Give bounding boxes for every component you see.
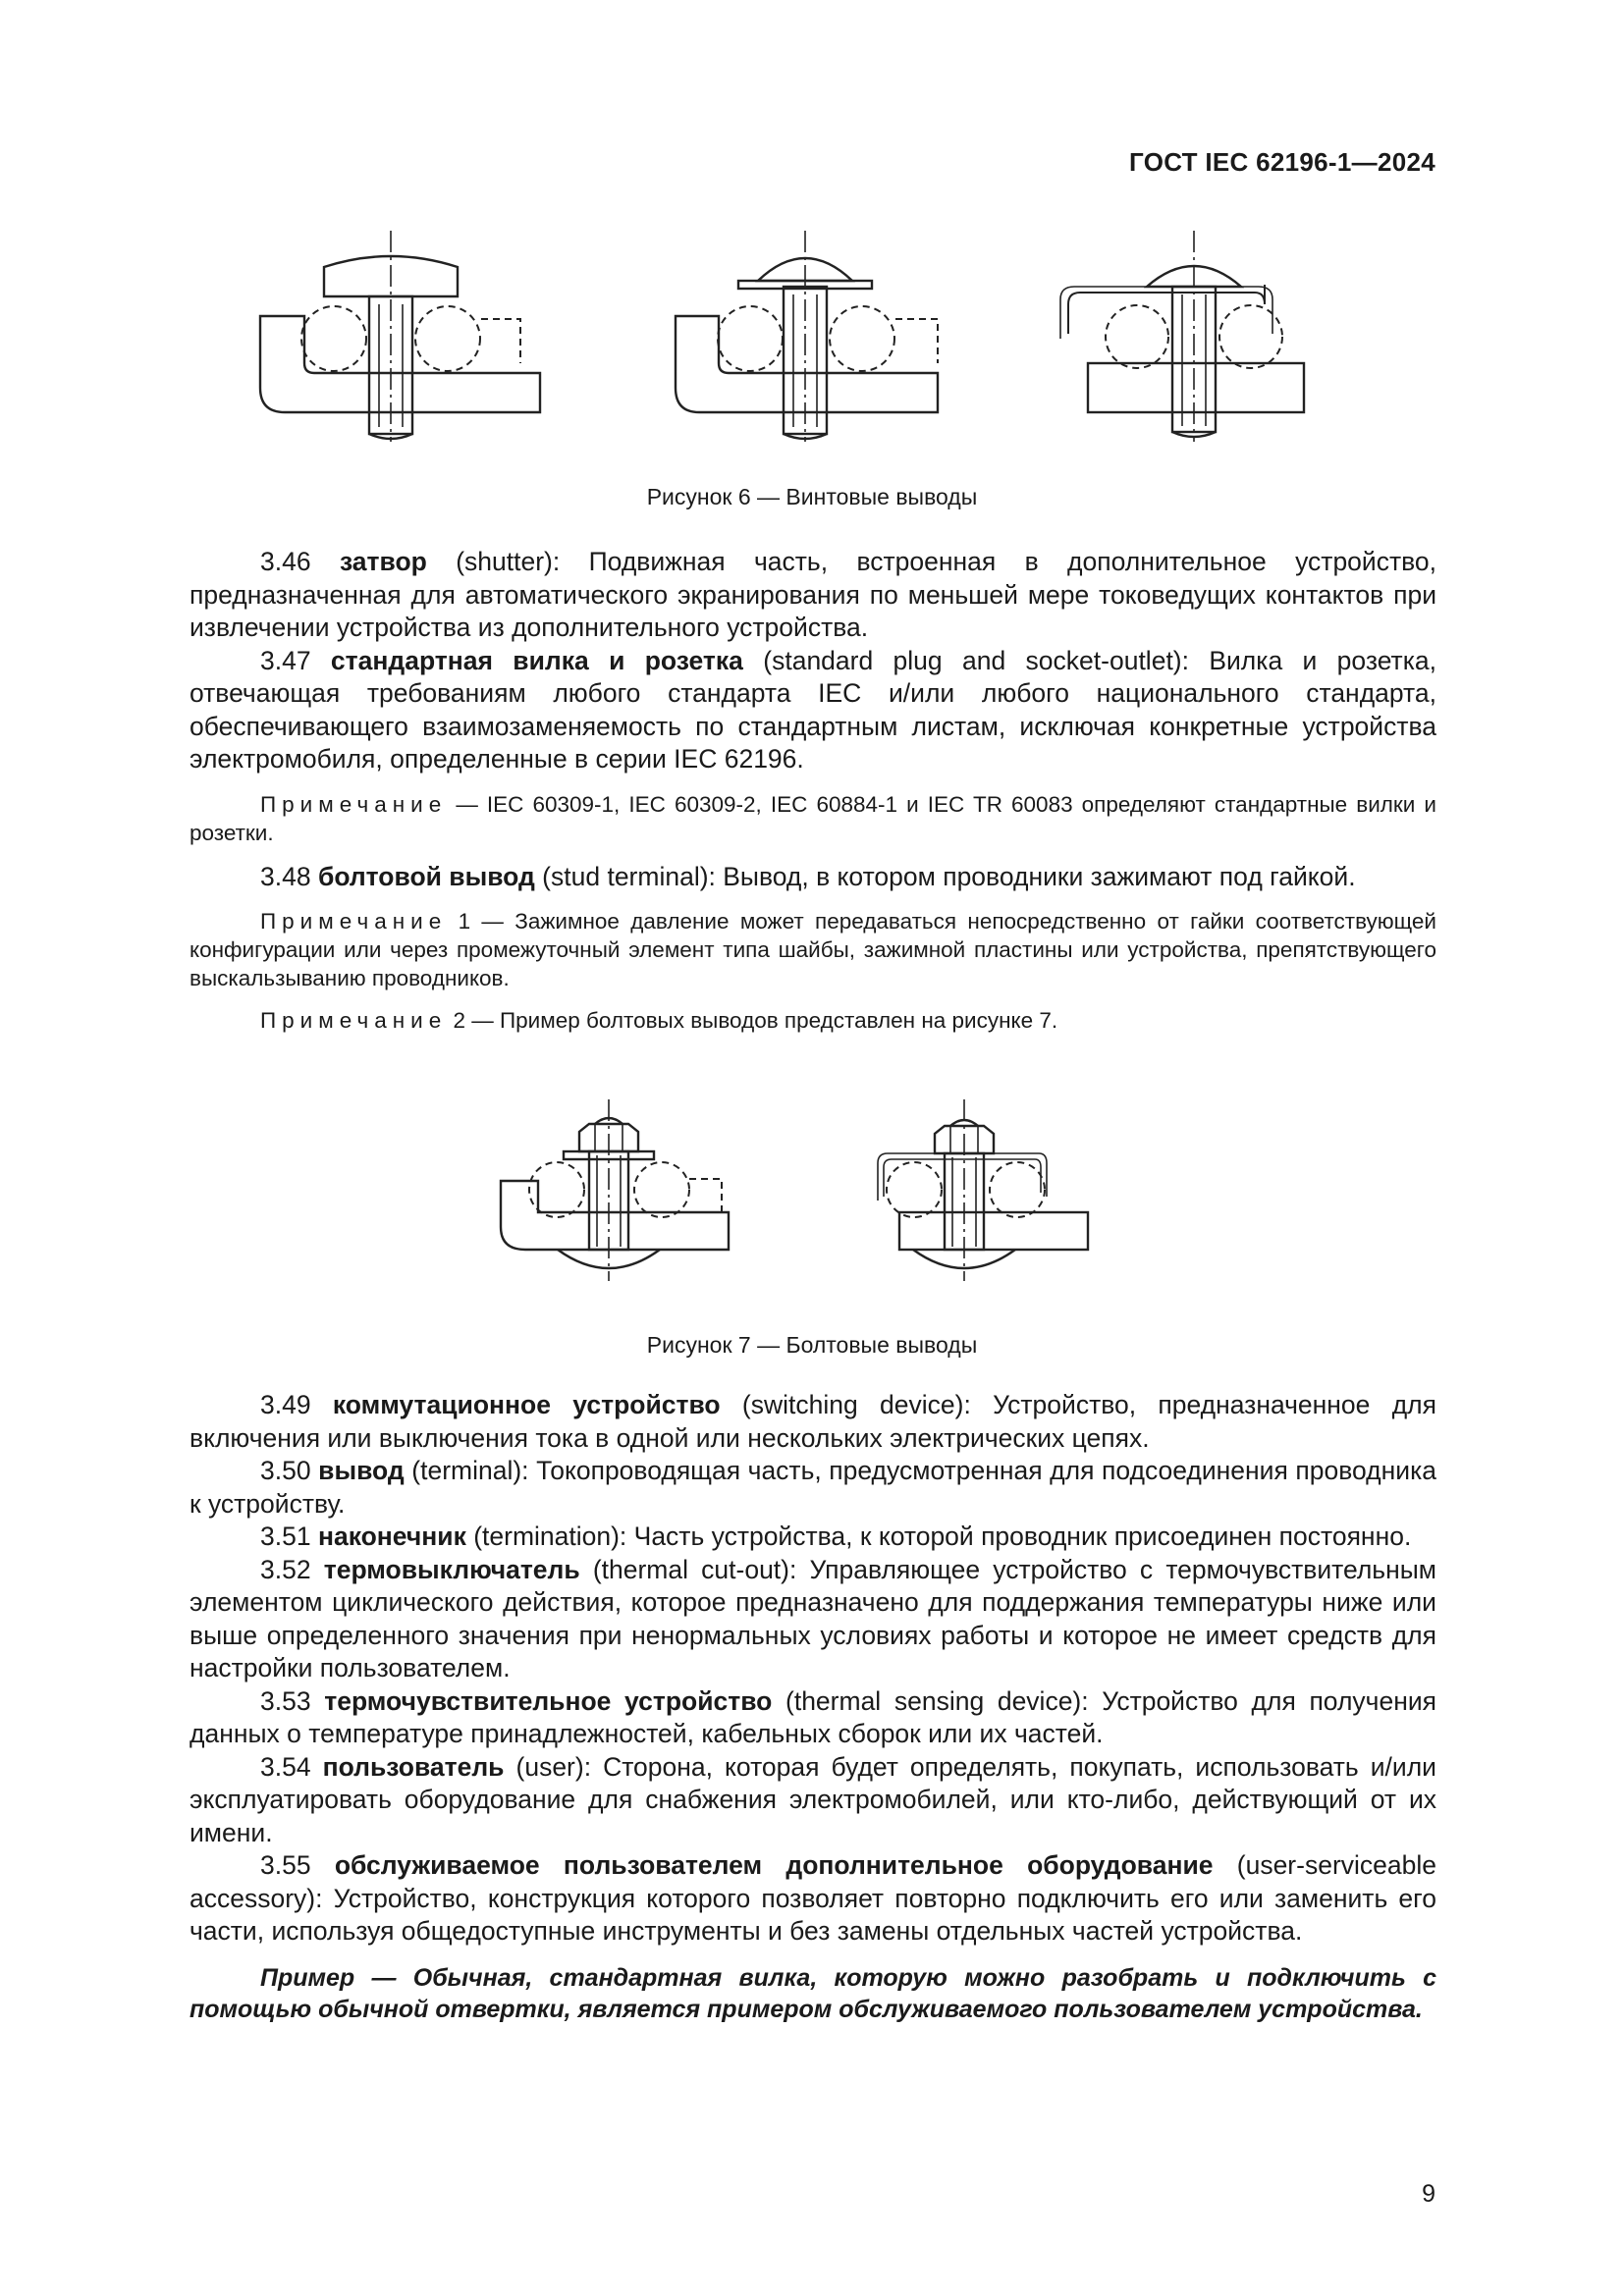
screw-terminal-2 [676, 231, 938, 442]
definition-term: стандартная вилка и розетка [330, 645, 743, 675]
note-3-48-1 [189, 907, 1436, 992]
definition-term: вывод [318, 1456, 405, 1485]
figure-6 [0, 226, 1624, 520]
definition-3-53 [189, 1685, 1436, 1751]
definition-number: 3.55 [260, 1850, 335, 1880]
note-label: Примечание [260, 909, 448, 934]
definition-text: (shutter): Подвижная часть, встроенная в дополнительное устройство, предназначенная для автоматического экранирования по меньшей мере токоведущих контактов при извлечении устройства из дополнительного устройства. [189, 547, 1436, 642]
note-3-48-2 [189, 1006, 1436, 1035]
figure-6-caption: Рисунок 6 — Винтовые выводы [646, 484, 978, 509]
definition-text: (standard plug and socket-outlet): Вилка и розетка, отвечающая требованиям любого стандарта IEC и/или любого национального стандарта, обеспечивающего взаимозаменяемость по стандартным листам, исключая конкретные устройства электромобиля, определенные в серии IEC 62196. [189, 645, 1436, 774]
definition-3-55 [189, 1849, 1436, 1949]
definition-number: 3.48 [260, 861, 318, 891]
definition-term: термовыключатель [323, 1554, 580, 1584]
definition-3-46 [189, 546, 1436, 645]
definition-term: затвор [339, 547, 427, 576]
stud-terminal-1 [501, 1099, 729, 1281]
definition-number: 3.52 [260, 1554, 324, 1584]
definition-text: (thermal cut-out): Управляющее устройство с термочувствительным элементом циклического действия, которое предназначено для поддержания температуры ниже или выше определенного значения при ненормальных условиях работы и которое не имеет средств для настройки пользователем. [189, 1554, 1436, 1682]
example-3-55: Пример — Обычная, стандартная вилка, которую можно разобрать и подключить с помощью обычной отвертки, является примером обслуживаемого пользователем устройства. [189, 1963, 1436, 2023]
definition-term: наконечник [317, 1522, 466, 1551]
definition-3-50 [189, 1455, 1436, 1521]
definition-3-54 [189, 1751, 1436, 1850]
definition-number: 3.50 [260, 1456, 319, 1485]
definition-3-52 [189, 1554, 1436, 1685]
figure-6-drawing [0, 226, 1624, 520]
screw-terminal-1 [260, 231, 540, 442]
definition-term: термочувствительное устройство [324, 1685, 773, 1716]
definition-text: (user-serviceable accessory): Устройство, конструкция которого позволяет повторно подключить его или заменить его части, используя общедоступные инструменты и без замены отдельных частей устройства. [189, 1850, 1436, 1946]
definition-number: 3.47 [260, 645, 331, 675]
note-text: 1 — Зажимное давление может передаваться непосредственно от гайки соответствующей конфигурации или через промежуточный элемент типа шайбы, зажимной пластины или устройства, препятствующего выскальзыванию проводников. [189, 909, 1436, 990]
screw-terminal-3 [1060, 231, 1304, 442]
figure-7 [0, 1095, 1624, 1301]
text-block-1 [189, 546, 1436, 1035]
definition-text: (stud terminal): Вывод, в котором проводники зажимают под гайкой. [534, 861, 1356, 891]
definition-text: (terminal): Токопроводящая часть, предусмотренная для подсоединения проводника к устройству. [189, 1456, 1436, 1519]
definition-text: (thermal sensing device): Устройство для получения данных о температуре принадлежностей, кабельных сборок или их частей. [189, 1685, 1437, 1748]
definition-number: 3.54 [260, 1751, 323, 1782]
definition-term: коммутационное устройство [332, 1390, 721, 1419]
definition-term: пользователь [322, 1751, 505, 1782]
note-label: Примечание [260, 1008, 448, 1033]
definition-term: болтовой вывод [317, 861, 535, 891]
definition-text: (termination): Часть устройства, к которой проводник присоединен постоянно. [465, 1522, 1412, 1551]
note-label: Примечание [260, 791, 448, 817]
definition-number: 3.46 [260, 547, 340, 576]
note-3-47 [189, 790, 1436, 847]
definition-3-47 [189, 645, 1436, 776]
note-text: 2 — Пример болтовых выводов представлен на рисунке 7. [447, 1008, 1058, 1033]
text-block-2 [189, 1389, 1436, 2025]
stud-terminal-2 [878, 1099, 1088, 1281]
note-text: — IEC 60309-1, IEC 60309-2, IEC 60884-1 и IEC TR 60083 определяют стандартные вилки и розетки. [189, 791, 1436, 845]
definition-text: (switching device): Устройство, предназначенное для включения или выключения тока в одной или нескольких электрических цепях. [189, 1390, 1436, 1453]
definition-number: 3.49 [260, 1390, 333, 1419]
definition-text: (user): Сторона, которая будет определять, покупать, использовать и/или эксплуатировать оборудование для снабжения электромобилей, или кто-либо, действующий от их имени. [189, 1751, 1436, 1847]
page-number: 9 [1422, 2180, 1435, 2208]
definition-3-51 [189, 1521, 1436, 1554]
figure-7-caption: Рисунок 7 — Болтовые выводы [646, 1332, 978, 1358]
definition-number: 3.53 [260, 1685, 325, 1716]
definition-number: 3.51 [260, 1522, 318, 1551]
figure-7-drawing [0, 1095, 1624, 1301]
definition-3-48 [189, 861, 1436, 894]
document-header: ГОСТ IEC 62196-1—2024 [1129, 147, 1435, 177]
definition-term: обслуживаемое пользователем дополнительное оборудование [334, 1850, 1214, 1880]
definition-3-49 [189, 1389, 1436, 1455]
